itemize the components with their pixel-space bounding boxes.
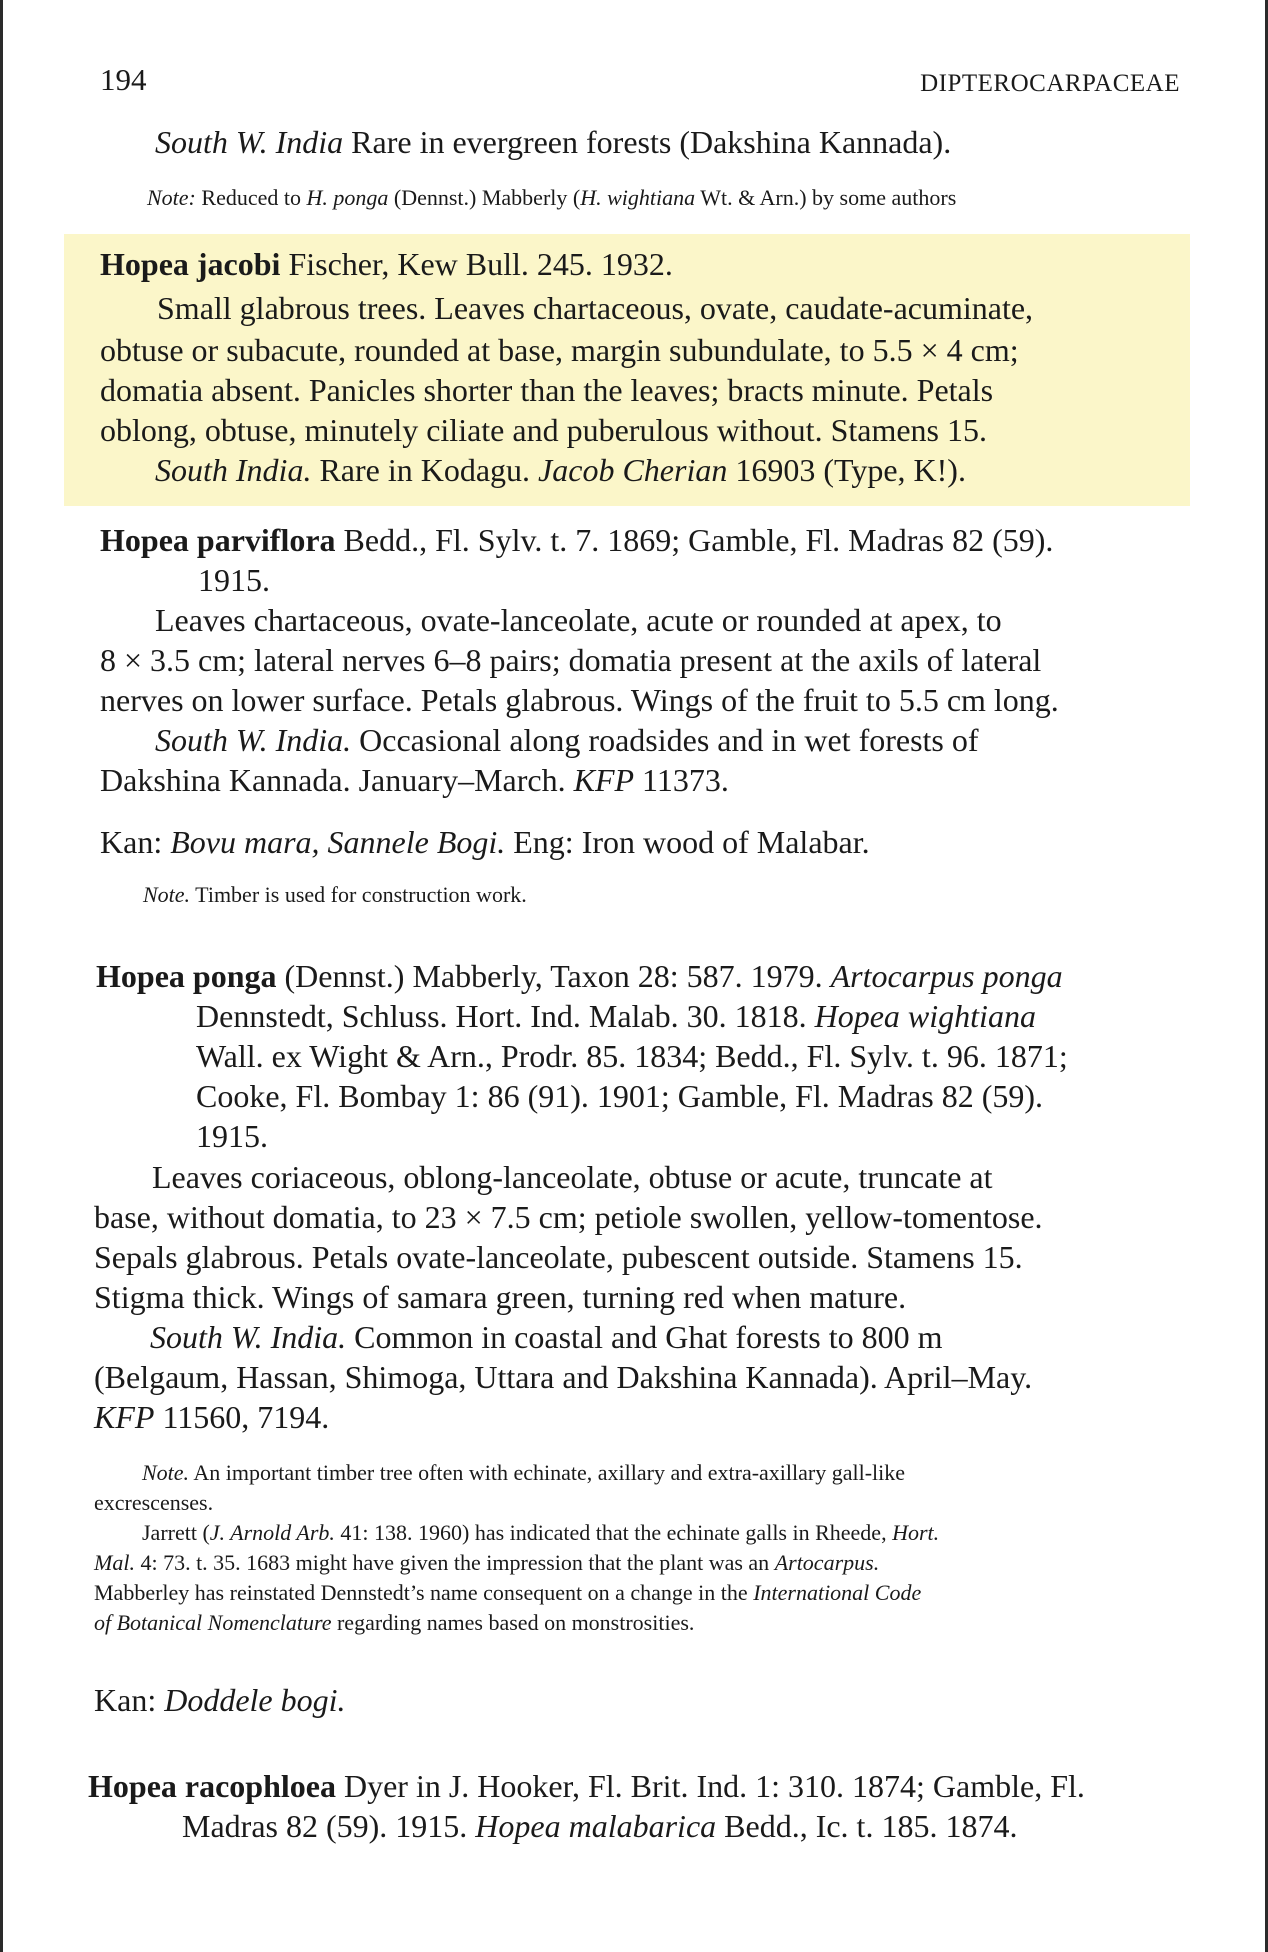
jacobi-desc-line: domatia absent. Panicles shorter than the leaves; bracts minute. Petals [100, 372, 994, 408]
ponga-citation-line: Wall. ex Wight & Arn., Prodr. 85. 1834; Bedd., Fl. Sylv. t. 96. 1871; [196, 1038, 1068, 1074]
page-edge-left [0, 0, 3, 1952]
ponga-note: Note. An important timber tree often with echinate, axillary and extra-axillary gall-like [142, 1460, 906, 1485]
jacobi-desc-line: oblong, obtuse, minutely ciliate and puberulous without. Stamens 15. [100, 412, 987, 448]
ponga-vernacular: Kan: Doddele bogi. [94, 1682, 346, 1718]
ponga-desc-line: Leaves coriaceous, oblong-lanceolate, obtuse or acute, truncate at [152, 1159, 993, 1195]
parviflora-name: Hopea parviflora [100, 522, 336, 558]
ponga-citation-line: Dennstedt, Schluss. Hort. Ind. Malab. 30. 1818. Hopea wightiana [196, 998, 1036, 1034]
parviflora-desc-line: nerves on lower surface. Petals glabrous. Wings of the fruit to 5.5 cm long. [100, 682, 1059, 718]
parviflora-desc-line: Leaves chartaceous, ovate-lanceolate, acute or rounded at apex, to [155, 602, 1002, 638]
ponga-distribution-cont: (Belgaum, Hassan, Shimoga, Uttara and Dakshina Kannada). April–May. [94, 1359, 1033, 1395]
prev-dist-label: South W. India [155, 124, 344, 160]
parviflora-distribution-cont: Dakshina Kannada. January–March. KFP 11373. [100, 762, 729, 798]
parviflora-heading: Hopea parviflora Bedd., Fl. Sylv. t. 7. 1869; Gamble, Fl. Madras 82 (59). [100, 522, 1054, 558]
ponga-desc-line: Stigma thick. Wings of samara green, turning red when mature. [94, 1279, 907, 1315]
ponga-desc-line: Sepals glabrous. Petals ovate-lanceolate, pubescent outside. Stamens 15. [94, 1239, 1023, 1275]
parviflora-note: Note. Timber is used for construction work. [143, 882, 527, 907]
prev-note: Note: Reduced to H. ponga (Dennst.) Mabberly (H. wightiana Wt. & Arn.) by some authors [147, 185, 957, 210]
ponga-citation-line: Cooke, Fl. Bombay 1: 86 (91). 1901; Gamble, Fl. Madras 82 (59). [196, 1078, 1044, 1114]
ponga-citation-line: 1915. [196, 1118, 268, 1154]
ponga-jarrett-line: of Botanical Nomenclature regarding names based on monstrosities. [94, 1610, 695, 1635]
ponga-heading: Hopea ponga (Dennst.) Mabberly, Taxon 28: 587. 1979. Artocarpus ponga [96, 958, 1063, 994]
ponga-distribution-kfp: KFP 11560, 7194. [94, 1399, 330, 1435]
ponga-note-cont: excrescenses. [94, 1490, 214, 1515]
page-number: 194 [100, 62, 147, 97]
parviflora-citation-cont: 1915. [198, 562, 270, 598]
ponga-desc-line: base, without domatia, to 23 × 7.5 cm; petiole swollen, yellow-tomentose. [94, 1199, 1043, 1235]
parviflora-desc-line: 8 × 3.5 cm; lateral nerves 6–8 pairs; domatia present at the axils of lateral [100, 642, 1042, 678]
jacobi-desc-line: Small glabrous trees. Leaves chartaceous, ovate, caudate-acuminate, [157, 290, 1034, 326]
parviflora-distribution: South W. India. Occasional along roadsides and in wet forests of [155, 722, 979, 758]
jacobi-citation: Fischer, Kew Bull. 245. 1932. [288, 246, 673, 282]
prev-distribution [155, 122, 951, 162]
prev-note-label: Note: [147, 185, 196, 210]
jacobi-heading [100, 244, 673, 284]
jacobi-desc-line: obtuse or subacute, rounded at base, margin subundulate, to 5.5 × 4 cm; [100, 332, 1019, 368]
prev-dist-text: Rare in evergreen forests (Dakshina Kannada). [351, 124, 952, 160]
racophloea-heading: Hopea racophloea Dyer in J. Hooker, Fl. Brit. Ind. 1: 310. 1874; Gamble, Fl. [88, 1768, 1085, 1804]
ponga-jarrett-line: Mabberley has reinstated Dennstedt’s name consequent on a change in the International Code [94, 1580, 922, 1605]
ponga-jarrett-line: Jarrett (J. Arnold Arb. 41: 138. 1960) has indicated that the echinate galls in Rheede, Hort. [142, 1520, 940, 1545]
racophloea-name: Hopea racophloea [88, 1768, 336, 1804]
ponga-distribution: South W. India. Common in coastal and Ghat forests to 800 m [150, 1319, 943, 1355]
jacobi-name: Hopea jacobi [100, 246, 281, 282]
ponga-jarrett-line: Mal. 4: 73. t. 35. 1683 might have given the impression that the plant was an Artocarpus. [94, 1550, 880, 1575]
running-header-family: DIPTEROCARPACEAE [920, 70, 1180, 97]
racophloea-citation-cont: Madras 82 (59). 1915. Hopea malabarica Bedd., Ic. t. 185. 1874. [182, 1808, 1018, 1844]
ponga-name: Hopea ponga [96, 958, 277, 994]
parviflora-vernacular: Kan: Bovu mara, Sannele Bogi. Eng: Iron wood of Malabar. [100, 824, 870, 860]
jacobi-distribution: South India. Rare in Kodagu. Jacob Cherian 16903 (Type, K!). [155, 452, 966, 488]
